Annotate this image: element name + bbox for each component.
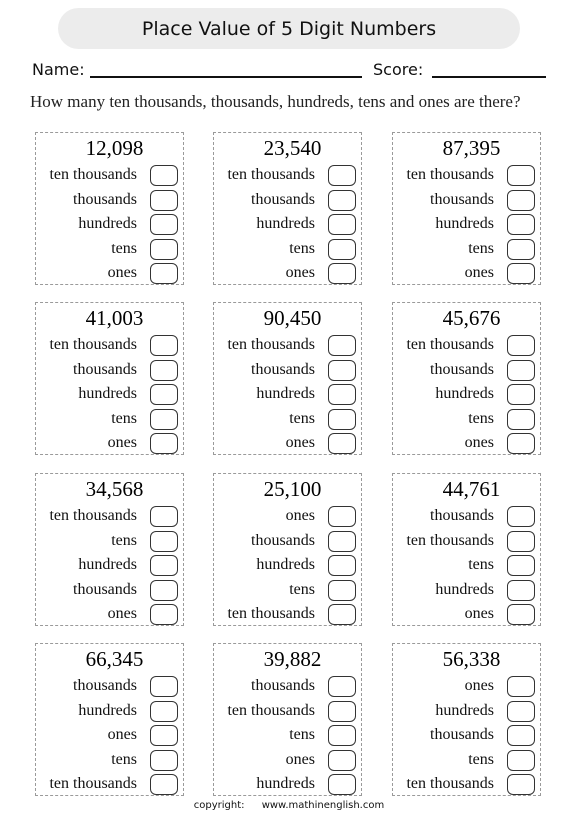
place-value-row [214, 580, 361, 604]
answer-box[interactable] [150, 190, 178, 211]
place-value-label: ten thousands [406, 775, 494, 792]
place-value-label: hundreds [435, 215, 494, 232]
answer-box[interactable] [507, 239, 535, 260]
place-value-row [214, 214, 361, 238]
answer-box[interactable] [507, 409, 535, 430]
place-value-label: tens [289, 410, 315, 427]
place-value-label: ten thousands [49, 507, 137, 524]
answer-box[interactable] [150, 433, 178, 454]
answer-box[interactable] [150, 750, 178, 771]
place-value-row [36, 555, 183, 579]
place-value-row [214, 506, 361, 530]
place-value-label: ones [464, 677, 494, 694]
place-value-row [214, 360, 361, 384]
exercise-number: 23,540 [263, 136, 322, 160]
answer-box[interactable] [150, 604, 178, 625]
place-value-row [393, 263, 540, 287]
exercise-number: 39,882 [263, 647, 322, 671]
place-value-row [214, 531, 361, 555]
place-value-row [36, 409, 183, 433]
place-value-row [214, 409, 361, 433]
place-value-row [36, 165, 183, 189]
place-value-row [36, 725, 183, 749]
exercise-number: 66,345 [85, 647, 144, 671]
answer-box[interactable] [328, 433, 356, 454]
answer-box[interactable] [507, 701, 535, 722]
answer-box[interactable] [507, 580, 535, 601]
place-value-row [36, 774, 183, 798]
place-value-label: tens [468, 240, 494, 257]
answer-box[interactable] [150, 409, 178, 430]
score-label: Score: [373, 60, 424, 79]
answer-box[interactable] [328, 409, 356, 430]
exercise-card [35, 132, 184, 285]
exercise-number: 45,676 [442, 306, 501, 330]
place-value-row [393, 676, 540, 700]
place-value-label: ten thousands [49, 336, 137, 353]
place-value-row [214, 676, 361, 700]
answer-box[interactable] [328, 360, 356, 381]
place-value-row [393, 580, 540, 604]
answer-box[interactable] [507, 774, 535, 795]
place-value-row [214, 750, 361, 774]
exercise-number: 34,568 [85, 477, 144, 501]
place-value-label: hundreds [78, 215, 137, 232]
name-field[interactable] [90, 76, 362, 78]
place-value-row [36, 531, 183, 555]
place-value-row [393, 604, 540, 628]
answer-box[interactable] [150, 531, 178, 552]
place-value-row [214, 190, 361, 214]
answer-box[interactable] [328, 190, 356, 211]
place-value-label: tens [111, 532, 137, 549]
exercise-card [392, 643, 541, 796]
place-value-row [393, 701, 540, 725]
place-value-row [36, 360, 183, 384]
answer-box[interactable] [328, 725, 356, 746]
place-value-row [393, 239, 540, 263]
place-value-row [214, 433, 361, 457]
answer-box[interactable] [150, 701, 178, 722]
place-value-label: ten thousands [227, 336, 315, 353]
answer-box[interactable] [328, 239, 356, 260]
place-value-label: ten thousands [227, 166, 315, 183]
place-value-label: hundreds [435, 385, 494, 402]
answer-box[interactable] [507, 725, 535, 746]
place-value-label: ones [464, 264, 494, 281]
answer-box[interactable] [328, 701, 356, 722]
place-value-row [36, 701, 183, 725]
place-value-label: tens [289, 581, 315, 598]
place-value-row [393, 433, 540, 457]
place-value-label: ones [464, 434, 494, 451]
exercise-card [392, 132, 541, 285]
place-value-label: hundreds [256, 556, 315, 573]
name-label: Name: [32, 60, 85, 79]
exercise-card [213, 473, 362, 626]
answer-box[interactable] [328, 774, 356, 795]
answer-box[interactable] [150, 506, 178, 527]
place-value-label: ones [107, 726, 137, 743]
place-value-label: hundreds [256, 775, 315, 792]
answer-box[interactable] [150, 555, 178, 576]
worksheet-title [58, 8, 520, 49]
answer-box[interactable] [507, 263, 535, 284]
answer-box[interactable] [507, 555, 535, 576]
place-value-row [214, 725, 361, 749]
place-value-label: ones [107, 605, 137, 622]
footer [0, 800, 578, 811]
answer-box[interactable] [507, 433, 535, 454]
place-value-label: tens [289, 726, 315, 743]
place-value-row [393, 190, 540, 214]
exercise-card [392, 473, 541, 626]
answer-box[interactable] [507, 750, 535, 771]
exercise-number: 87,395 [442, 136, 501, 160]
answer-box[interactable] [328, 604, 356, 625]
place-value-row [36, 335, 183, 359]
exercise-card [35, 302, 184, 455]
answer-box[interactable] [150, 725, 178, 746]
place-value-label: thousands [430, 191, 494, 208]
place-value-label: thousands [430, 726, 494, 743]
answer-box[interactable] [328, 214, 356, 235]
place-value-row [393, 750, 540, 774]
place-value-label: thousands [430, 507, 494, 524]
place-value-label: tens [468, 410, 494, 427]
answer-box[interactable] [150, 384, 178, 405]
answer-box[interactable] [328, 506, 356, 527]
place-value-label: thousands [73, 581, 137, 598]
place-value-label: hundreds [78, 702, 137, 719]
place-value-label: tens [111, 751, 137, 768]
answer-box[interactable] [507, 360, 535, 381]
answer-box[interactable] [150, 360, 178, 381]
place-value-label: thousands [430, 361, 494, 378]
answer-box[interactable] [507, 190, 535, 211]
answer-box[interactable] [150, 263, 178, 284]
copyright-label: copyright: [193, 800, 245, 811]
place-value-label: hundreds [435, 581, 494, 598]
place-value-label: thousands [73, 361, 137, 378]
answer-box[interactable] [328, 750, 356, 771]
exercise-card [35, 643, 184, 796]
answer-box[interactable] [507, 604, 535, 625]
place-value-label: ones [285, 507, 315, 524]
answer-box[interactable] [507, 676, 535, 697]
place-value-label: ten thousands [227, 702, 315, 719]
place-value-row [214, 774, 361, 798]
place-value-label: thousands [251, 677, 315, 694]
exercise-card [213, 643, 362, 796]
answer-box[interactable] [328, 384, 356, 405]
exercise-number: 25,100 [263, 477, 322, 501]
place-value-label: ones [285, 434, 315, 451]
answer-box[interactable] [150, 165, 178, 186]
place-value-label: ten thousands [406, 336, 494, 353]
place-value-row [36, 263, 183, 287]
place-value-label: ones [107, 434, 137, 451]
worksheet-title-text: Place Value of 5 Digit Numbers [141, 17, 437, 40]
place-value-row [393, 360, 540, 384]
exercise-number: 12,098 [85, 136, 144, 160]
place-value-row [393, 384, 540, 408]
place-value-row [36, 676, 183, 700]
place-value-row [393, 214, 540, 238]
place-value-label: hundreds [256, 385, 315, 402]
place-value-label: tens [289, 240, 315, 257]
place-value-label: ten thousands [227, 605, 315, 622]
answer-box[interactable] [328, 580, 356, 601]
place-value-label: tens [468, 556, 494, 573]
place-value-row [36, 580, 183, 604]
place-value-label: tens [111, 240, 137, 257]
place-value-row [36, 750, 183, 774]
place-value-label: ten thousands [406, 166, 494, 183]
answer-box[interactable] [150, 214, 178, 235]
place-value-row [393, 165, 540, 189]
exercise-card [213, 302, 362, 455]
place-value-label: thousands [73, 677, 137, 694]
answer-box[interactable] [507, 214, 535, 235]
exercise-number: 90,450 [263, 306, 322, 330]
place-value-label: ones [285, 264, 315, 281]
place-value-row [36, 506, 183, 530]
place-value-row [214, 701, 361, 725]
answer-box[interactable] [507, 531, 535, 552]
place-value-label: tens [111, 410, 137, 427]
exercise-number: 56,338 [442, 647, 501, 671]
place-value-row [36, 384, 183, 408]
exercise-number: 41,003 [85, 306, 144, 330]
place-value-label: ones [285, 751, 315, 768]
place-value-label: hundreds [256, 215, 315, 232]
name-score-row [32, 58, 552, 84]
answer-box[interactable] [328, 676, 356, 697]
place-value-label: thousands [73, 191, 137, 208]
place-value-label: thousands [251, 361, 315, 378]
place-value-row [393, 506, 540, 530]
place-value-label: ten thousands [49, 166, 137, 183]
place-value-row [36, 214, 183, 238]
place-value-row [214, 604, 361, 628]
answer-box[interactable] [150, 335, 178, 356]
place-value-row [36, 433, 183, 457]
answer-box[interactable] [507, 335, 535, 356]
place-value-row [214, 555, 361, 579]
place-value-row [393, 555, 540, 579]
answer-box[interactable] [150, 239, 178, 260]
place-value-row [393, 409, 540, 433]
exercise-card [392, 302, 541, 455]
answer-box[interactable] [507, 384, 535, 405]
answer-box[interactable] [150, 580, 178, 601]
place-value-row [393, 725, 540, 749]
answer-box[interactable] [328, 263, 356, 284]
answer-box[interactable] [328, 335, 356, 356]
exercise-number: 44,761 [442, 477, 501, 501]
place-value-row [36, 239, 183, 263]
site-link[interactable]: www.mathinenglish.com [261, 800, 385, 811]
place-value-row [36, 190, 183, 214]
answer-box[interactable] [150, 774, 178, 795]
answer-box[interactable] [150, 676, 178, 697]
place-value-label: tens [468, 751, 494, 768]
question-text: How many ten thousands, thousands, hundreds, tens and ones are there? [30, 92, 521, 111]
answer-box[interactable] [328, 555, 356, 576]
place-value-row [393, 774, 540, 798]
score-field[interactable] [432, 76, 546, 78]
exercise-card [35, 473, 184, 626]
place-value-label: hundreds [78, 385, 137, 402]
place-value-label: hundreds [78, 556, 137, 573]
place-value-row [214, 335, 361, 359]
place-value-row [214, 263, 361, 287]
place-value-row [393, 531, 540, 555]
place-value-label: ones [107, 264, 137, 281]
place-value-row [214, 384, 361, 408]
place-value-label: hundreds [435, 702, 494, 719]
place-value-row [36, 604, 183, 628]
exercise-card [213, 132, 362, 285]
answer-box[interactable] [328, 165, 356, 186]
place-value-label: ten thousands [406, 532, 494, 549]
answer-box[interactable] [507, 165, 535, 186]
place-value-row [214, 239, 361, 263]
answer-box[interactable] [328, 531, 356, 552]
place-value-row [214, 165, 361, 189]
place-value-row [393, 335, 540, 359]
place-value-label: ones [464, 605, 494, 622]
place-value-label: ten thousands [49, 775, 137, 792]
place-value-label: thousands [251, 191, 315, 208]
place-value-label: thousands [251, 532, 315, 549]
answer-box[interactable] [507, 506, 535, 527]
